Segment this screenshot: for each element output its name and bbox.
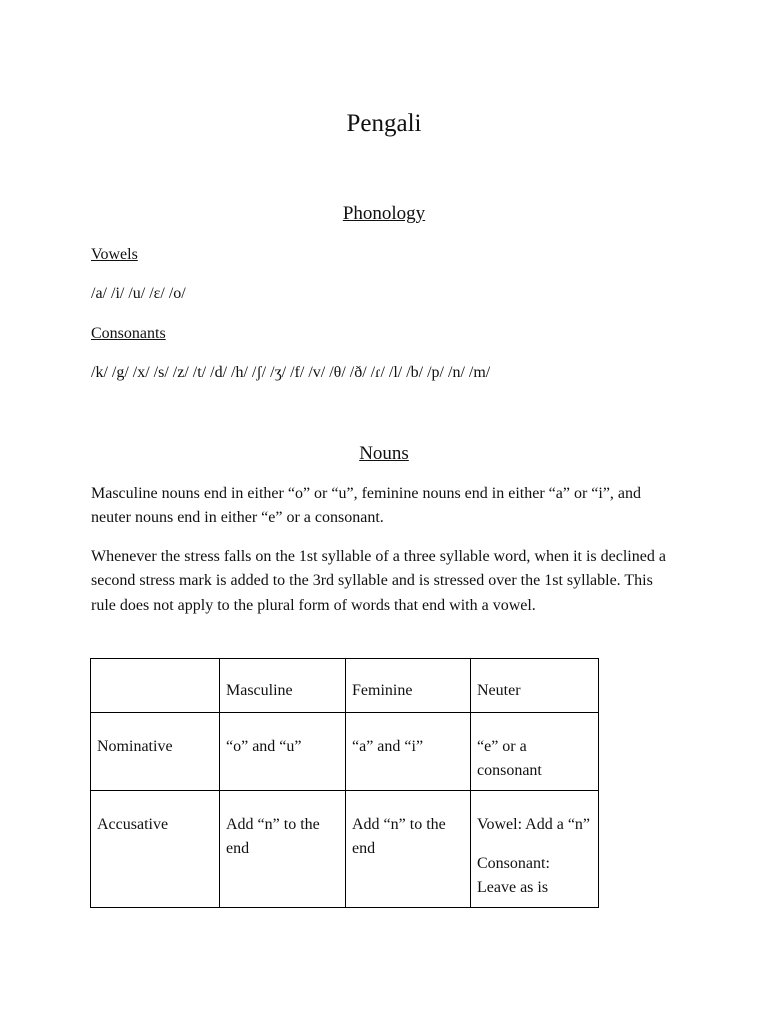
declension-table [90, 658, 599, 908]
consonants-label: Consonants [91, 325, 166, 342]
table-header-neuter: Neuter [471, 659, 599, 713]
nouns-heading: Nouns [359, 443, 409, 464]
accusative-feminine-cell: Add “n” to the end [346, 791, 471, 908]
table-row-nominative [91, 713, 599, 791]
nominative-neuter-cell: “e” or a consonant [471, 713, 599, 791]
table-header-masculine: Masculine [220, 659, 346, 713]
table-header-feminine: Feminine [346, 659, 471, 713]
table-header-row [91, 659, 599, 713]
consonants-list: /k/ /g/ /x/ /s/ /z/ /t/ /d/ /h/ /ʃ/ /ʒ/ /f/ /v/ /θ/ /ð/ /ɾ/ /l/ /b/ /p/ /n/ /m/ [91, 364, 491, 381]
row-label-nominative: Nominative [91, 713, 220, 791]
document-title: Pengali [346, 110, 422, 137]
vowels-list: /a/ /i/ /u/ /ɛ/ /o/ [91, 285, 186, 302]
accusative-neuter-cell [471, 791, 599, 908]
nominative-masculine-cell: “o” and “u” [220, 713, 346, 791]
phonology-heading: Phonology [342, 203, 426, 224]
accusative-masculine-cell: Add “n” to the end [220, 791, 346, 908]
nouns-paragraph-stress: Whenever the stress falls on the 1st syllable of a three syllable word, when it is declined a second stress mark is added to the 3rd syllable and is stressed over the 1st syllable. This rule does not apply to the plural form of words that end with a vowel. [91, 548, 666, 614]
table-header-empty [91, 659, 220, 713]
nominative-feminine-cell: “a” and “i” [346, 713, 471, 791]
row-label-accusative: Accusative [91, 791, 220, 908]
nouns-paragraph-gender: Masculine nouns end in either “o” or “u”, feminine nouns end in either “a” or “i”, and neuter nouns end in either “e” or a consonant. [91, 485, 642, 527]
table-row-accusative [91, 791, 599, 908]
vowels-label: Vowels [91, 246, 138, 263]
accusative-neuter-consonant-rule: Consonant: Leave as is [477, 855, 550, 896]
accusative-neuter-vowel-rule: Vowel: Add a “n” [477, 816, 591, 833]
